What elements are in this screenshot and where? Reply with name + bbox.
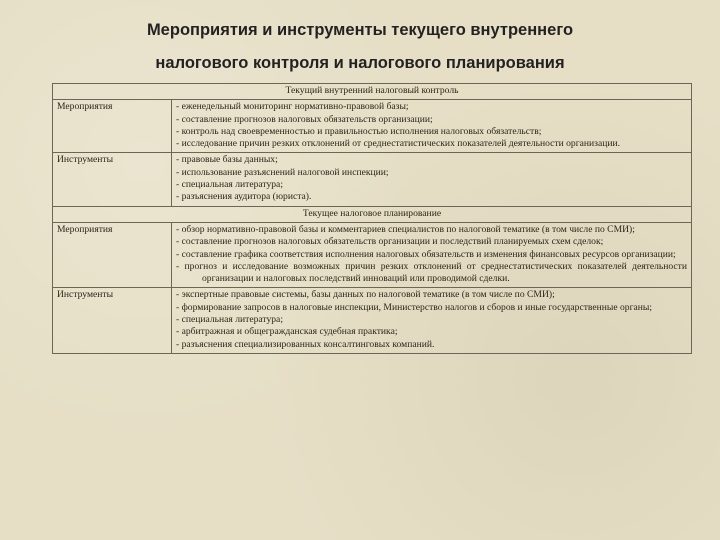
row-items-measures xyxy=(172,222,692,287)
table-row xyxy=(53,153,692,206)
list-item: - еженедельный мониторинг нормативно-правовой базы; xyxy=(176,101,687,113)
row-items-tools xyxy=(172,288,692,353)
list-item: - составление графика соответствия исполнения налоговых обязательств и изменения финансовых ресурсов организации; xyxy=(176,249,687,261)
page-title xyxy=(40,14,680,80)
list-item: - формирование запросов в налоговые инспекции, Министерство налогов и сборов и иные государственные органы; xyxy=(176,302,687,314)
list-item: - составление прогнозов налоговых обязательств организации и последствий планируемых схем сделок; xyxy=(176,236,687,248)
title-line-1: Мероприятия и инструменты текущего внутреннего xyxy=(146,21,574,39)
list-item: - использование разъяснений налоговой инспекции; xyxy=(176,167,687,179)
list-item: - контроль над своевременностью и правильностью исполнения налоговых обязательств; xyxy=(176,126,687,138)
table-row xyxy=(53,100,692,153)
list-item: - прогноз и исследование возможных причин резких отклонений от среднестатистических показателей деятельности организации и налоговых последствий инноваций или проводимой сделки. xyxy=(176,261,687,286)
list-item: - обзор нормативно-правовой базы и комментариев специалистов по налоговой тематике (в том числе по СМИ); xyxy=(176,224,687,236)
list-item: - экспертные правовые системы, базы данных по налоговой тематике (в том числе по СМИ); xyxy=(176,289,687,301)
list-item: - исследование причин резких отклонений от среднестатистических показателей деятельности организации. xyxy=(176,138,687,150)
list-item: - составление прогнозов налоговых обязательств организации; xyxy=(176,114,687,126)
table-row xyxy=(53,288,692,353)
title-line-2: налогового контроля и налогового планирования xyxy=(155,54,565,72)
row-items-tools xyxy=(172,153,692,206)
row-label-tools: Инструменты xyxy=(53,288,172,353)
list-item: - правовые базы данных; xyxy=(176,154,687,166)
section-heading-tax-planning: Текущее налоговое планирование xyxy=(53,206,692,222)
row-label-measures: Мероприятия xyxy=(53,100,172,153)
row-label-tools: Инструменты xyxy=(53,153,172,206)
row-label-measures: Мероприятия xyxy=(53,222,172,287)
list-item: - арбитражная и общегражданская судебная практика; xyxy=(176,326,687,338)
section-heading-internal-control: Текущий внутренний налоговый контроль xyxy=(53,84,692,100)
list-item: - разъяснения специализированных консалтинговых компаний. xyxy=(176,339,687,351)
table-row xyxy=(53,222,692,287)
row-items-measures xyxy=(172,100,692,153)
list-item: - специальная литература; xyxy=(176,179,687,191)
tax-control-table xyxy=(52,83,692,354)
list-item: - разъяснения аудитора (юриста). xyxy=(176,191,687,203)
list-item: - специальная литература; xyxy=(176,314,687,326)
